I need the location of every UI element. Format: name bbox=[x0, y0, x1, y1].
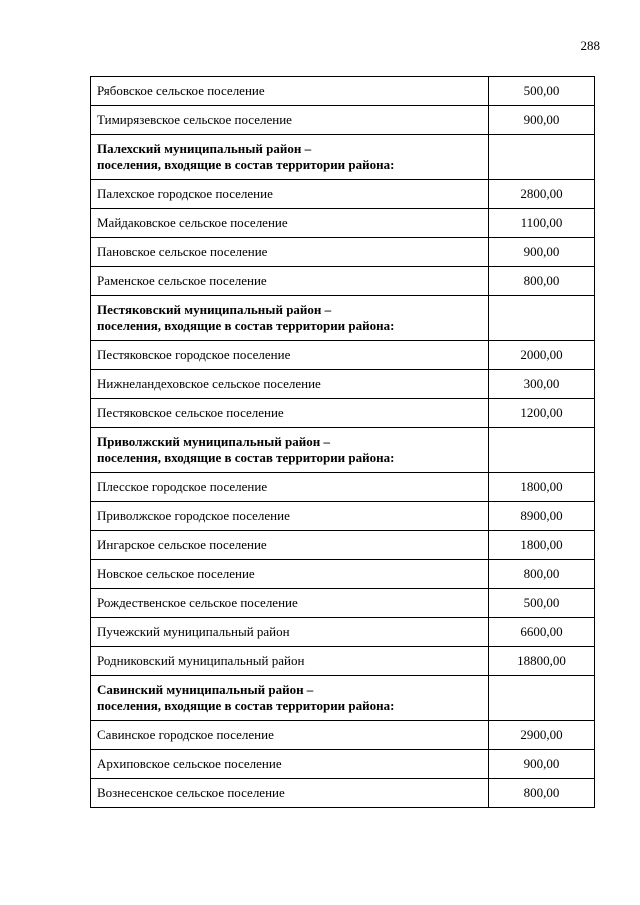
section-header-row bbox=[91, 135, 595, 180]
table-row bbox=[91, 238, 595, 267]
settlement-name: Пестяковское сельское поселение bbox=[97, 405, 284, 420]
amount-cell: 1100,00 bbox=[489, 209, 595, 238]
table-row bbox=[91, 589, 595, 618]
settlement-name-cell bbox=[91, 721, 489, 750]
amount-cell: 900,00 bbox=[489, 750, 595, 779]
settlement-name-cell bbox=[91, 180, 489, 209]
page-number: 288 bbox=[580, 38, 600, 53]
settlement-name: Ингарское сельское поселение bbox=[97, 537, 267, 552]
table-row bbox=[91, 77, 595, 106]
amount-cell: 500,00 bbox=[489, 589, 595, 618]
section-header-cell bbox=[91, 135, 489, 180]
amount-cell: 900,00 bbox=[489, 238, 595, 267]
settlement-name-cell bbox=[91, 647, 489, 676]
district-subtitle: поселения, входящие в состав территории района: bbox=[97, 450, 395, 465]
section-header-row bbox=[91, 428, 595, 473]
table-row bbox=[91, 560, 595, 589]
table-row bbox=[91, 647, 595, 676]
amount-cell: 1200,00 bbox=[489, 399, 595, 428]
section-header-row bbox=[91, 676, 595, 721]
settlement-name-cell bbox=[91, 370, 489, 399]
table-row bbox=[91, 473, 595, 502]
amount-cell: 800,00 bbox=[489, 267, 595, 296]
section-header-cell bbox=[91, 676, 489, 721]
settlement-name: Рождественское сельское поселение bbox=[97, 595, 298, 610]
table-row bbox=[91, 618, 595, 647]
settlement-name-cell bbox=[91, 531, 489, 560]
settlement-name-cell bbox=[91, 560, 489, 589]
table-row bbox=[91, 106, 595, 135]
settlement-name-cell bbox=[91, 589, 489, 618]
settlement-name-cell bbox=[91, 618, 489, 647]
amount-cell bbox=[489, 296, 595, 341]
table-row bbox=[91, 502, 595, 531]
settlement-name: Вознесенское сельское поселение bbox=[97, 785, 285, 800]
settlement-name-cell bbox=[91, 750, 489, 779]
table-row bbox=[91, 531, 595, 560]
settlement-name: Родниковский муниципальный район bbox=[97, 653, 305, 668]
amount-cell bbox=[489, 428, 595, 473]
settlement-name-cell bbox=[91, 502, 489, 531]
amount-cell: 900,00 bbox=[489, 106, 595, 135]
settlement-name: Пановское сельское поселение bbox=[97, 244, 268, 259]
settlement-name: Раменское сельское поселение bbox=[97, 273, 267, 288]
amount-cell: 8900,00 bbox=[489, 502, 595, 531]
settlement-name: Нижнеландеховское сельское поселение bbox=[97, 376, 321, 391]
settlement-name: Майдаковское сельское поселение bbox=[97, 215, 288, 230]
district-title: Палехский муниципальный район – bbox=[97, 141, 312, 156]
amount-cell: 300,00 bbox=[489, 370, 595, 399]
amount-cell bbox=[489, 676, 595, 721]
table-row bbox=[91, 209, 595, 238]
settlement-name-cell bbox=[91, 399, 489, 428]
section-header-cell bbox=[91, 296, 489, 341]
table-row bbox=[91, 779, 595, 808]
amount-cell: 18800,00 bbox=[489, 647, 595, 676]
table-row bbox=[91, 180, 595, 209]
amount-cell: 2900,00 bbox=[489, 721, 595, 750]
settlement-name: Пестяковское городское поселение bbox=[97, 347, 291, 362]
amount-cell: 800,00 bbox=[489, 560, 595, 589]
settlement-name-cell bbox=[91, 779, 489, 808]
amount-cell: 2000,00 bbox=[489, 341, 595, 370]
table-row bbox=[91, 370, 595, 399]
settlement-name-cell bbox=[91, 473, 489, 502]
table-row bbox=[91, 341, 595, 370]
district-subtitle: поселения, входящие в состав территории района: bbox=[97, 157, 395, 172]
settlement-name: Рябовское сельское поселение bbox=[97, 83, 265, 98]
table-row bbox=[91, 721, 595, 750]
amount-cell bbox=[489, 135, 595, 180]
settlement-name-cell bbox=[91, 106, 489, 135]
amount-cell: 6600,00 bbox=[489, 618, 595, 647]
settlement-name: Новское сельское поселение bbox=[97, 566, 255, 581]
district-subtitle: поселения, входящие в состав территории района: bbox=[97, 318, 395, 333]
district-subtitle: поселения, входящие в состав территории района: bbox=[97, 698, 395, 713]
table-body bbox=[91, 77, 595, 808]
settlement-name-cell bbox=[91, 77, 489, 106]
table-row bbox=[91, 399, 595, 428]
amount-cell: 1800,00 bbox=[489, 531, 595, 560]
district-title: Савинский муниципальный район – bbox=[97, 682, 314, 697]
section-header-cell bbox=[91, 428, 489, 473]
amount-cell: 500,00 bbox=[489, 77, 595, 106]
amount-cell: 1800,00 bbox=[489, 473, 595, 502]
settlement-name-cell bbox=[91, 341, 489, 370]
amount-cell: 2800,00 bbox=[489, 180, 595, 209]
settlement-name: Плесское городское поселение bbox=[97, 479, 268, 494]
district-title: Приволжский муниципальный район – bbox=[97, 434, 330, 449]
settlement-name: Архиповское сельское поселение bbox=[97, 756, 282, 771]
settlement-name-cell bbox=[91, 238, 489, 267]
section-header-row bbox=[91, 296, 595, 341]
table-row bbox=[91, 750, 595, 779]
settlement-name: Пучежский муниципальный район bbox=[97, 624, 290, 639]
allocation-table bbox=[90, 76, 595, 808]
district-title: Пестяковский муниципальный район – bbox=[97, 302, 332, 317]
settlement-name: Тимирязевское сельское поселение bbox=[97, 112, 292, 127]
table-row bbox=[91, 267, 595, 296]
settlement-name-cell bbox=[91, 209, 489, 238]
settlement-name-cell bbox=[91, 267, 489, 296]
settlement-name: Приволжское городское поселение bbox=[97, 508, 290, 523]
amount-cell: 800,00 bbox=[489, 779, 595, 808]
settlement-name: Палехское городское поселение bbox=[97, 186, 273, 201]
settlement-name: Савинское городское поселение bbox=[97, 727, 274, 742]
